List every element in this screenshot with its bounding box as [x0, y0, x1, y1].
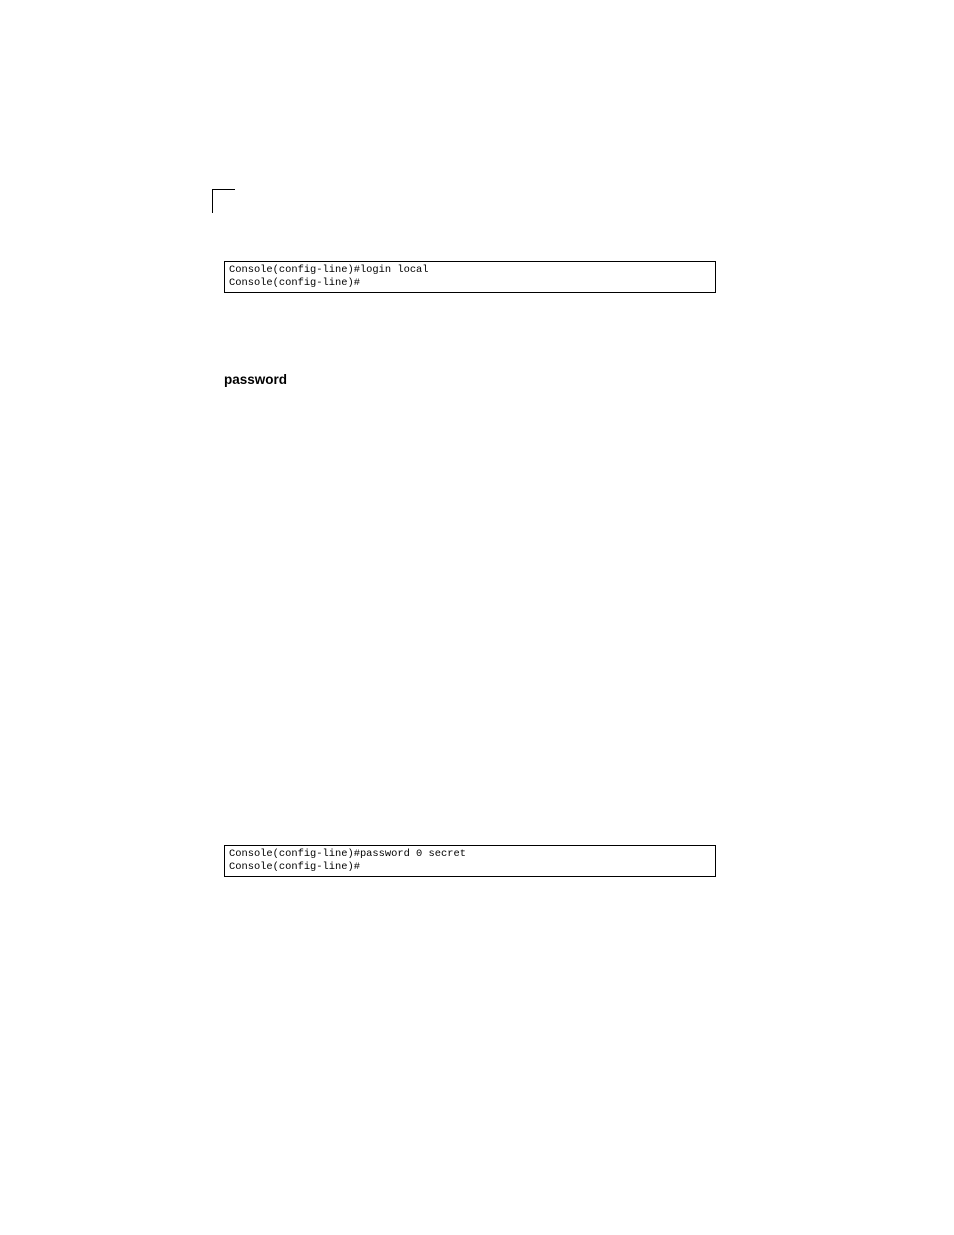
code-example-login-local: [224, 261, 716, 293]
command-heading: password: [224, 372, 288, 387]
crop-mark: [212, 189, 235, 213]
code-line: Console(config-line)#password 0 secret: [229, 848, 466, 860]
code-line: Console(config-line)#: [229, 860, 360, 873]
code-line: Console(config-line)#: [229, 276, 360, 289]
code-example-password: [224, 845, 716, 877]
code-line: Console(config-line)#login local: [229, 264, 429, 276]
